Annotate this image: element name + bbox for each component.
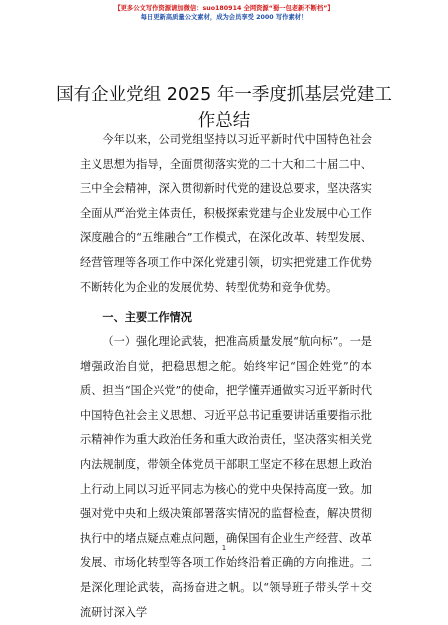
intro-paragraph xyxy=(80,128,372,300)
section-heading: 一、主要工作情况 xyxy=(102,311,192,324)
document-title: 国有企业党组 2025 年一季度抓基层党建工作总结 xyxy=(56,85,392,131)
section-text: （一）强化理论武装，把准高质量发展“航向标”。一是增强政治自觉，把稳思想之舵。始终牢记“国企姓党”的本质、担当“国企兴党”的使命，把学懂弄通做实习近平新时代中国特色社会主义思想、习近平总书记重要讲话重要指示批示精神作为重大政治任务和重大政治责任，坚决落实相关党内法规制度，带领全体党员干部职工坚定不移在思想上政治上行动上同以习近平同志为核心的党中央保持高度一致。加强对党中央和上级决策部署落实情况的监督检查，解决贯彻执行中的堵点疑点难点问题，确保国有企业生产经营、改革发展、市场化转型等各项工作始终沿着正确的方向推进。二是深化理论武装，高扬奋进之帆。以“领导班子带头学＋交流研讨深入学 xyxy=(80,335,372,619)
page-number: 1 xyxy=(221,544,227,552)
promo-line-2: 每日更新高质量公文素材，成为会员享受 2000 写作素材！ xyxy=(140,14,308,21)
promo-line-1: 【更多公文写作资源请加微信：suo180914 全网资源“蜀一包老新不断档”】 xyxy=(114,5,334,12)
section-paragraph xyxy=(80,330,372,625)
intro-text: 今年以来，公司党组坚持以习近平新时代中国特色社会主义思想为指导，全面贯彻落实党的二十大和二十届二中、三中全会精神，深入贯彻新时代党的建设总要求，坚决落实全面从严治党主体责任，积极探索党建与企业发展中心工作深度融合的“五维融合”工作模式，在深化改革、转型发展、经营管理等各项工作中深化党建引领，切实把党建工作优势不断转化为企业的发展优势、转型优势和竞争优势。 xyxy=(80,133,372,294)
promo-banner xyxy=(0,4,448,22)
